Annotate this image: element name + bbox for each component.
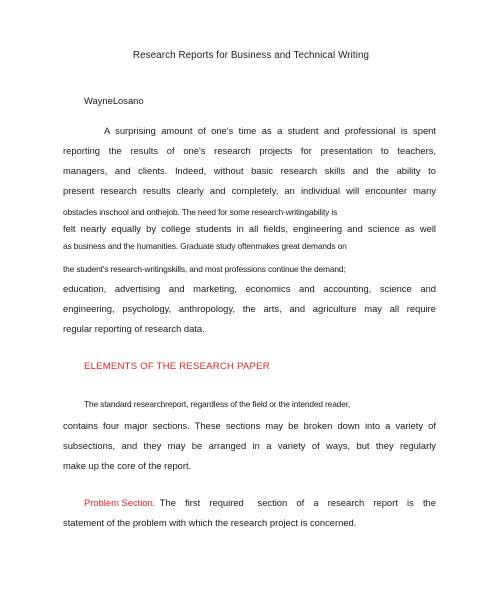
paragraph-line: education, advertising and marketing, economics and accounting, science and (63, 283, 436, 294)
author-name: WayneLosano (84, 95, 144, 106)
run-in-heading: Problem Section. (84, 497, 156, 508)
paragraph-line: the student's research-writingskills, and most professions continue the demand; (63, 264, 346, 274)
paragraph-line: The standard researchreport, regardless of the field or the intended reader, (84, 399, 351, 409)
document-title: Research Reports for Business and Technical Writing (132, 50, 370, 61)
paragraph-line: managers, and clients. Indeed, without basic research skills and the ability to (63, 165, 436, 176)
paragraph-line: reporting the results of one's research projects for presentation to teachers, (63, 145, 436, 156)
paragraph-line: statement of the problem with which the research project is concerned. (63, 517, 357, 528)
paragraph-line: obstacles inschool and onthejob. The need for some research-writingability is (63, 207, 338, 217)
paragraph-line: as business and the humanities. Graduate study oftenmakes great demands on (63, 241, 347, 251)
paragraph-line: A surprising amount of one's time as a student and professional is spent (104, 125, 436, 136)
paragraph-line: regular reporting of research data. (63, 323, 205, 334)
paragraph-line: make up the core of the report. (63, 460, 192, 471)
paragraph-line: subsections, and they may be arranged in a variety of ways, but they regularly (63, 440, 436, 451)
paragraph-line: contains four major sections. These sections may be broken down into a variety of (63, 420, 436, 431)
paragraph-line: felt nearly equally by college students in all fields, engineering and science as well (63, 223, 436, 234)
paragraph-first-line (84, 497, 436, 509)
paragraph-line: engineering, psychology, anthropology, the arts, and agriculture may all require (63, 303, 436, 314)
section-heading: ELEMENTS OF THE RESEARCH PAPER (84, 361, 270, 372)
paragraph-line: present research results clearly and completely, an individual will encounter many (63, 185, 436, 196)
paragraph-line: The first required section of a research report is the (155, 497, 436, 508)
